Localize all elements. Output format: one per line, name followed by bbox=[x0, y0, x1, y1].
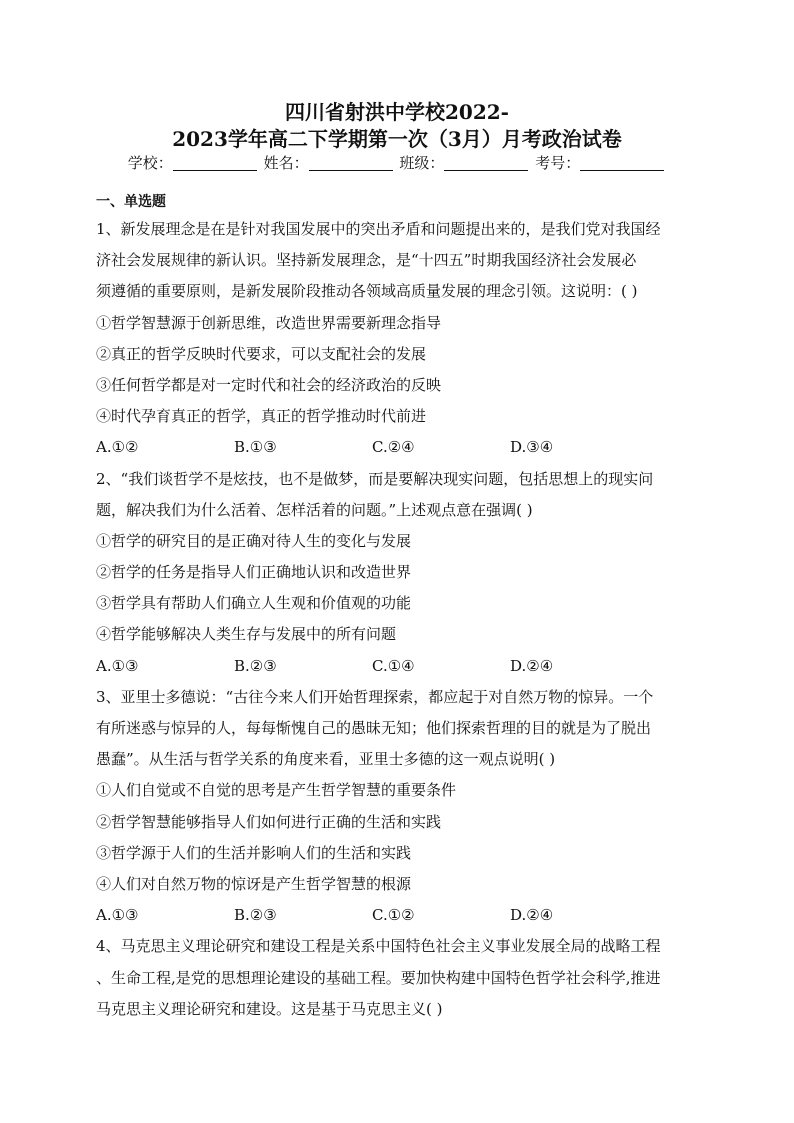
question-stem-line: 题，解决我们为什么活着、怎样活着的问题。”上述观点意在强调( ) bbox=[96, 500, 533, 519]
question-stem-line: 1、新发展理念是在是针对我国发展中的突出矛盾和问题提出来的，是我们党对我国经 bbox=[96, 220, 661, 238]
question-list bbox=[96, 214, 706, 1025]
option-a[interactable]: A.①③ bbox=[96, 656, 139, 675]
statement-4: ④时代孕育真正的哲学，真正的哲学推动时代前进 bbox=[96, 407, 427, 426]
question-stem-line: 4、马克思主义理论研究和建设工程是关系中国特色社会主义事业发展全局的战略工程 bbox=[96, 937, 661, 956]
statement-2: ②真正的哲学反映时代要求，可以支配社会的发展 bbox=[96, 344, 427, 363]
name-label: 姓名： bbox=[263, 154, 309, 172]
statement-3: ③哲学源于人们的生活并影响人们的生活和实践 bbox=[96, 843, 412, 862]
question-1 bbox=[96, 214, 706, 464]
question-2 bbox=[96, 464, 706, 682]
statement-3: ③任何哲学都是对一定时代和社会的经济政治的反映 bbox=[96, 375, 442, 394]
question-stem-line: 愚蠢”。从生活与哲学关系的角度来看，亚里士多德的这一观点说明( ) bbox=[96, 750, 556, 769]
question-stem-line: 3、亚里士多德说：“古往今来人们开始哲理探索，都应起于对自然万物的惊异。一个 bbox=[96, 687, 654, 706]
question-stem-line: 、生命工程,是党的思想理论建设的基础工程。要加快构建中国特色哲学社会科学,推进 bbox=[96, 968, 661, 987]
school-blank[interactable] bbox=[173, 155, 257, 171]
option-d[interactable]: D.②④ bbox=[510, 656, 554, 675]
option-c[interactable]: C.①④ bbox=[372, 656, 415, 675]
question-3 bbox=[96, 682, 706, 932]
question-stem-line: 有所迷惑与惊异的人，每每惭愧自己的愚昧无知；他们探索哲理的目的就是为了脱出 bbox=[96, 719, 652, 737]
school-label: 学校： bbox=[127, 154, 173, 172]
answer-options bbox=[96, 432, 706, 463]
answer-options bbox=[96, 900, 706, 931]
option-b[interactable]: B.②③ bbox=[234, 906, 277, 925]
statement-2: ②哲学智慧能够指导人们如何进行正确的生活和实践 bbox=[96, 812, 442, 831]
question-stem-line: 济社会发展规律的新认识。坚持新发展理念，是“十四五”时期我国经济社会发展必 bbox=[96, 251, 637, 270]
question-stem-line: 马克思主义理论研究和建设。这是基于马克思主义( ) bbox=[96, 999, 443, 1018]
answer-options bbox=[96, 651, 706, 682]
statement-1: ①哲学的研究目的是正确对待人生的变化与发展 bbox=[96, 531, 412, 550]
question-stem-line: 2、“我们谈哲学不是炫技，也不是做梦，而是要解决现实问题，包括思想上的现实问 bbox=[96, 469, 654, 488]
class-blank[interactable] bbox=[444, 155, 528, 171]
option-c[interactable]: C.②④ bbox=[372, 438, 415, 457]
statement-3: ③哲学具有帮助人们确立人生观和价值观的功能 bbox=[96, 594, 412, 613]
exam-number-label: 考号： bbox=[535, 154, 581, 172]
statement-4: ④哲学能够解决人类生存与发展中的所有问题 bbox=[96, 625, 397, 644]
question-4 bbox=[96, 931, 706, 1025]
exam-number-blank[interactable] bbox=[580, 155, 664, 171]
exam-title-line-1: 四川省射洪中学校2022- bbox=[285, 100, 509, 124]
question-stem-line: 须遵循的重要原则，是新发展阶段推动各领域高质量发展的理念引领。这说明：( ) bbox=[96, 282, 638, 301]
option-a[interactable]: A.①② bbox=[96, 438, 139, 457]
exam-title-line-2: 2023学年高二下学期第一次（3月）月考政治试卷 bbox=[172, 127, 622, 151]
option-c[interactable]: C.①② bbox=[372, 906, 415, 925]
option-d[interactable]: D.③④ bbox=[510, 438, 554, 457]
option-d[interactable]: D.②④ bbox=[510, 906, 554, 925]
option-b[interactable]: B.①③ bbox=[234, 438, 277, 457]
option-b[interactable]: B.②③ bbox=[234, 656, 277, 675]
option-a[interactable]: A.①③ bbox=[96, 906, 139, 925]
statement-1: ①哲学智慧源于创新思维，改造世界需要新理念指导 bbox=[96, 313, 442, 332]
section-title: 一、单选题 bbox=[96, 194, 166, 210]
statement-4: ④人们对自然万物的惊讶是产生哲学智慧的根源 bbox=[96, 874, 412, 893]
name-blank[interactable] bbox=[309, 155, 393, 171]
statement-2: ②哲学的任务是指导人们正确地认识和改造世界 bbox=[96, 563, 412, 582]
statement-1: ①人们自觉或不自觉的思考是产生哲学智慧的重要条件 bbox=[96, 781, 457, 800]
class-label: 班级： bbox=[399, 154, 445, 172]
student-info-row bbox=[0, 152, 794, 173]
